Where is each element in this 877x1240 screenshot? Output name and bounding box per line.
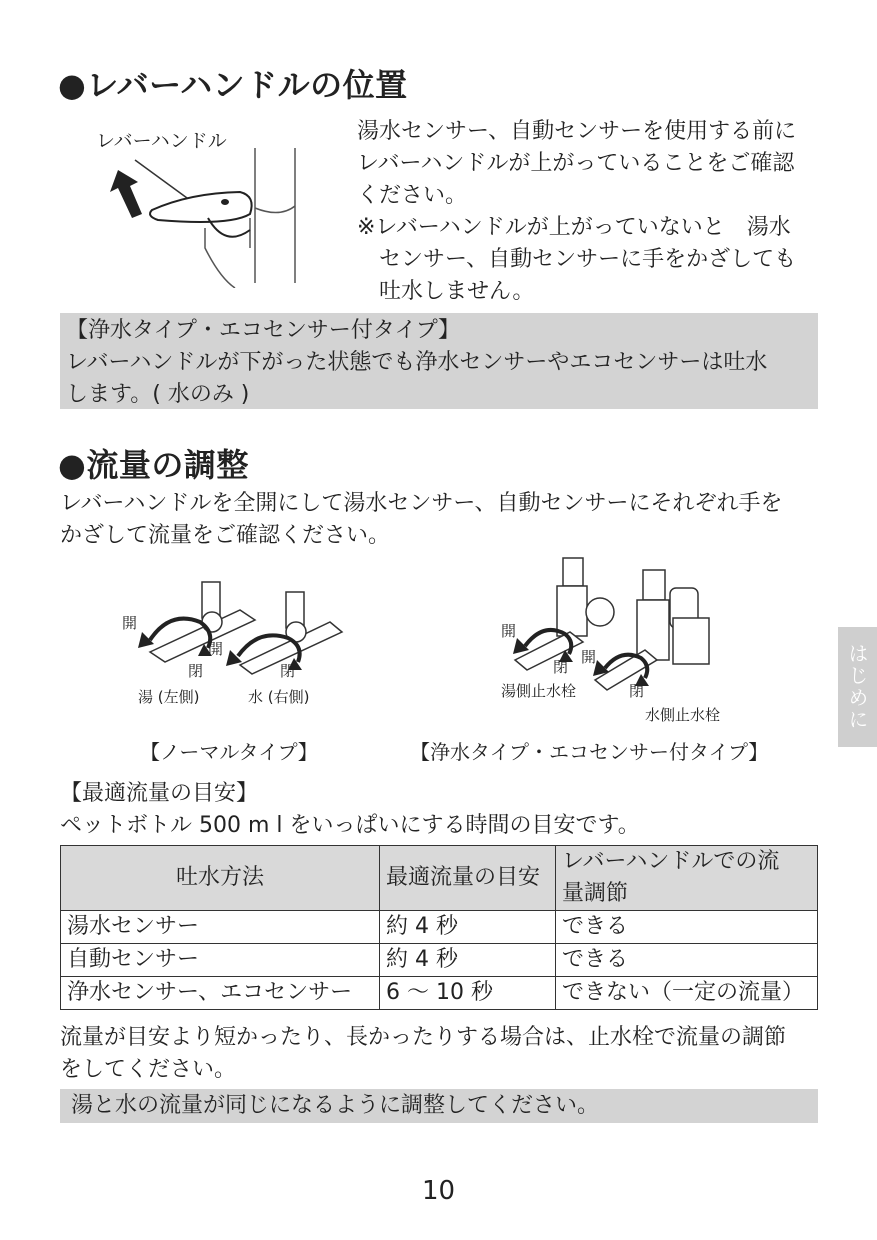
- after-table-line: をしてください。: [60, 1057, 237, 1082]
- hot-side-label: 湯 (左側): [138, 688, 200, 706]
- cold-stop-valve-label: 水側止水栓: [645, 706, 721, 724]
- purified-type-note-line: します。( 水のみ ): [66, 382, 250, 407]
- purified-type-valve-figure: [495, 550, 740, 730]
- faucet-lever-illustration: [60, 118, 320, 288]
- flow-intro-line: レバーハンドルを全開にして湯水センサー、自動センサーにそれぞれ手を: [60, 491, 783, 516]
- table-row: [61, 944, 818, 977]
- purified-valve-illustration: [495, 550, 740, 730]
- lever-instruction-line: レバーハンドルが上がっていることをご確認: [357, 151, 795, 176]
- table-row: [61, 911, 818, 944]
- purified-type-note-line: レバーハンドルが下がった状態でも浄水センサーやエコセンサーは吐水: [66, 350, 768, 375]
- lever-handle-figure: [60, 118, 320, 288]
- purified-cold-open-label: 開: [581, 648, 597, 666]
- hot-close-label: 閉: [188, 662, 204, 680]
- table-cell: 約 4 秒: [380, 911, 556, 944]
- cold-close-label: 閉: [280, 662, 296, 680]
- cold-open-label: 開: [208, 640, 224, 658]
- header-optimal-flow: 最適流量の目安: [380, 846, 556, 911]
- flow-intro: [60, 488, 830, 552]
- table-cell: できない（一定の流量）: [556, 977, 818, 1010]
- lever-instruction-line: 湯水センサー、自動センサーを使用する前に: [357, 119, 797, 144]
- purified-type-caption: 【浄水タイプ・エコセンサー付タイプ】: [410, 740, 769, 764]
- guide-block: [60, 778, 830, 842]
- after-table-line: 流量が目安より短かったり、長かったりする場合は、止水栓で流量の調節: [60, 1025, 787, 1050]
- flow-table: [60, 845, 818, 1010]
- purified-hot-close-label: 閉: [553, 658, 569, 676]
- cold-side-label: 水 (右側): [248, 688, 310, 706]
- table-cell: できる: [556, 944, 818, 977]
- table-cell: 浄水センサー、エコセンサー: [61, 977, 380, 1010]
- lever-note-line: センサー、自動センサーに手をかざしても: [379, 247, 797, 272]
- section-title-flow-adjust: ●流量の調整: [58, 446, 249, 484]
- table-header-row: [61, 846, 818, 911]
- table-cell: 自動センサー: [61, 944, 380, 977]
- table-cell: できる: [556, 911, 818, 944]
- purified-hot-open-label: 開: [501, 622, 517, 640]
- side-tab-introduction: はじめに: [838, 627, 877, 747]
- header-lever-adjust-line: レバーハンドルでの流: [562, 849, 780, 874]
- hot-stop-valve-label: 湯側止水栓: [501, 682, 577, 700]
- table-cell: 6 ～ 10 秒: [380, 977, 556, 1010]
- header-method: 吐水方法: [61, 846, 380, 911]
- normal-type-valve-figure: [110, 570, 360, 720]
- table-cell: 湯水センサー: [61, 911, 380, 944]
- section-title-lever-position: ●レバーハンドルの位置: [58, 66, 408, 104]
- lever-note-line: ※レバーハンドルが上がっていないと 湯水: [357, 215, 791, 240]
- purified-type-note-box: [60, 313, 818, 409]
- table-row: [61, 977, 818, 1010]
- purified-type-note-line: 【浄水タイプ・エコセンサー付タイプ】: [66, 318, 461, 343]
- after-table-text: [60, 1022, 830, 1086]
- lever-instruction-line: ください。: [357, 183, 468, 208]
- header-lever-adjust-line: 量調節: [562, 881, 629, 906]
- guide-title: 【最適流量の目安】: [60, 781, 259, 806]
- page-number: 10: [421, 1176, 456, 1206]
- hot-open-label: 開: [122, 614, 138, 632]
- purified-cold-close-label: 閉: [629, 682, 645, 700]
- header-lever-adjust: [556, 846, 818, 911]
- equal-flow-note-box: 湯と水の流量が同じになるように調整してください。: [60, 1089, 818, 1123]
- lever-note-line: 吐水しません。: [379, 279, 535, 304]
- lever-instructions: [357, 116, 827, 308]
- lever-handle-label: レバーハンドル: [96, 130, 227, 152]
- guide-description: ペットボトル 500 m l をいっぱいにする時間の目安です。: [60, 813, 640, 838]
- flow-intro-line: かざして流量をご確認ください。: [60, 523, 391, 548]
- normal-type-caption: 【ノーマルタイプ】: [140, 740, 318, 764]
- table-cell: 約 4 秒: [380, 944, 556, 977]
